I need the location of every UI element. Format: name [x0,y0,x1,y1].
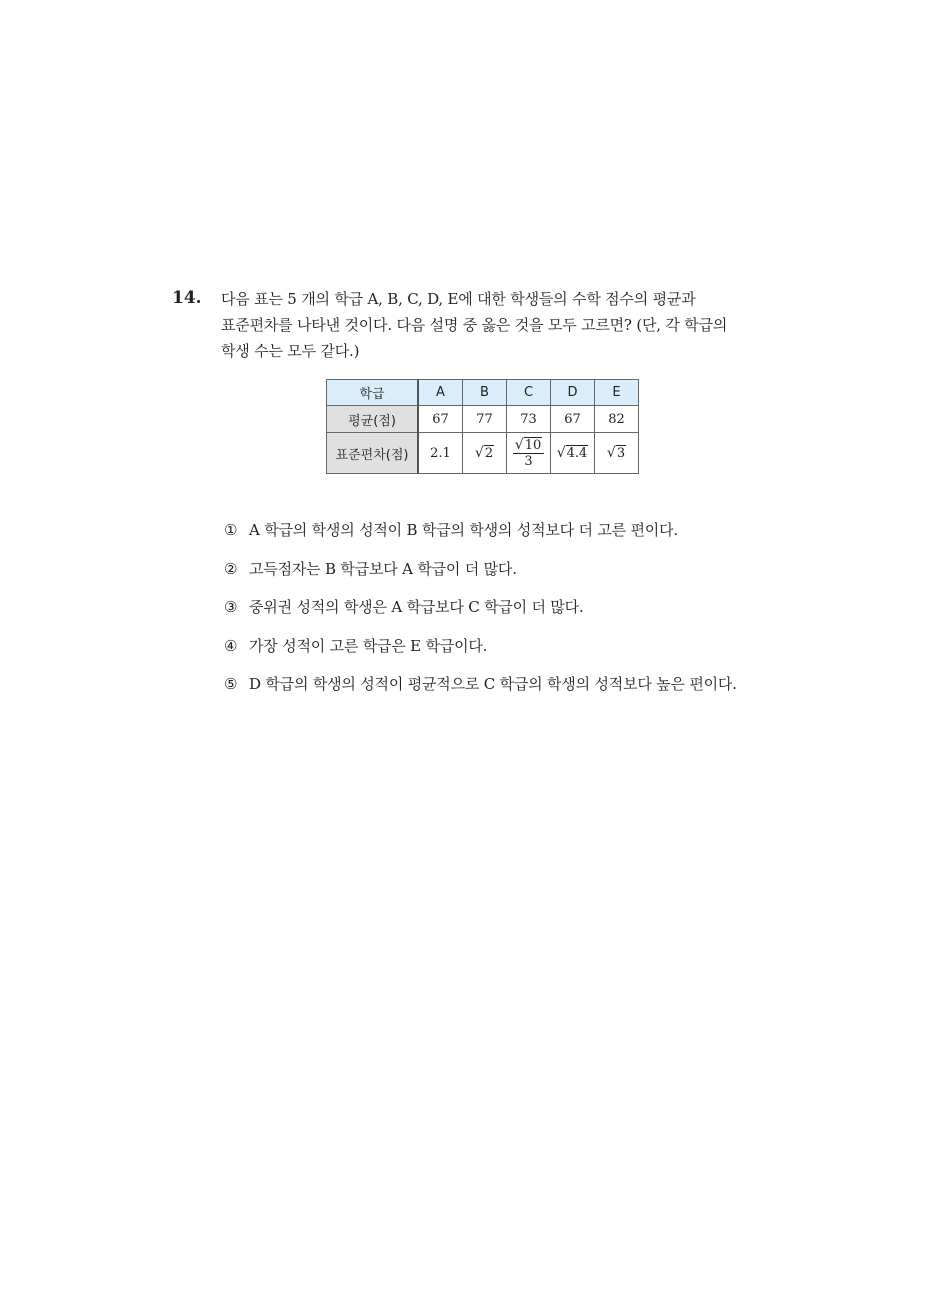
choice-text: A 학급의 학생의 성적이 B 학급의 학생의 성적보다 더 고른 편이다. [249,521,678,539]
question-number: 14. [172,288,202,308]
sqrt-expression: √4.4 [556,445,588,461]
choice-marker: ① [224,521,238,539]
radicand: 3 [616,446,626,461]
table-header-row [327,380,639,406]
header-e: E [595,380,639,406]
choice-marker: ③ [224,598,238,617]
header-d: D [551,380,595,406]
choice-text: 중위권 성적의 학생은 A 학급보다 C 학급이 더 많다. [249,598,584,617]
mean-d: 67 [551,406,595,433]
header-b: B [463,380,507,406]
sqrt-expression: √10 [514,436,542,453]
header-a: A [418,380,463,406]
sqrt-expression: √2 [474,445,494,461]
choice-marker: ② [224,559,238,578]
mean-a: 67 [418,406,463,433]
fraction [513,438,544,469]
choice-2[interactable] [224,557,754,596]
radicand: 10 [524,437,542,453]
mean-c: 73 [507,406,551,433]
sd-b [463,433,507,474]
mean-b: 77 [463,406,507,433]
stem-line: 학생 수는 모두 같다.) [221,342,360,360]
sd-c [507,433,551,474]
choice-text: D 학급의 학생의 성적이 평균적으로 C 학급의 학생의 성적보다 높은 편이다. [249,675,737,694]
stem-line: 표준편차를 나타낸 것이다. 다음 설명 중 옳은 것을 모두 고르면? (단, 각 학급의 [221,316,728,334]
choice-text: 가장 성적이 고른 학급은 E 학급이다. [249,636,488,655]
stem-line: 다음 표는 5 개의 학급 A, B, C, D, E에 대한 학생들의 수학 점수의 평균과 [221,290,696,308]
sd-a: 2.1 [418,433,463,474]
answer-choices [224,518,754,696]
choice-text: 고득점자는 B 학급보다 A 학급이 더 많다. [249,559,517,578]
choice-4[interactable] [224,634,754,673]
sd-row [327,433,639,474]
header-c: C [507,380,551,406]
question-stem [221,286,751,364]
score-table [326,379,639,474]
mean-e: 82 [595,406,639,433]
mean-label: 평균(점) [327,406,419,433]
sqrt-expression: √3 [606,445,626,461]
mean-row [327,406,639,433]
header-class: 학급 [327,380,419,406]
choice-5[interactable] [224,672,754,696]
choice-1[interactable] [224,518,754,557]
sd-d [551,433,595,474]
choice-3[interactable] [224,595,754,634]
choice-marker: ⑤ [224,675,238,694]
radicand: 4.4 [566,446,588,461]
denominator: 3 [524,453,533,469]
choice-marker: ④ [224,636,238,655]
sd-e [595,433,639,474]
radicand: 2 [484,446,494,461]
sd-label: 표준편차(점) [327,433,419,474]
